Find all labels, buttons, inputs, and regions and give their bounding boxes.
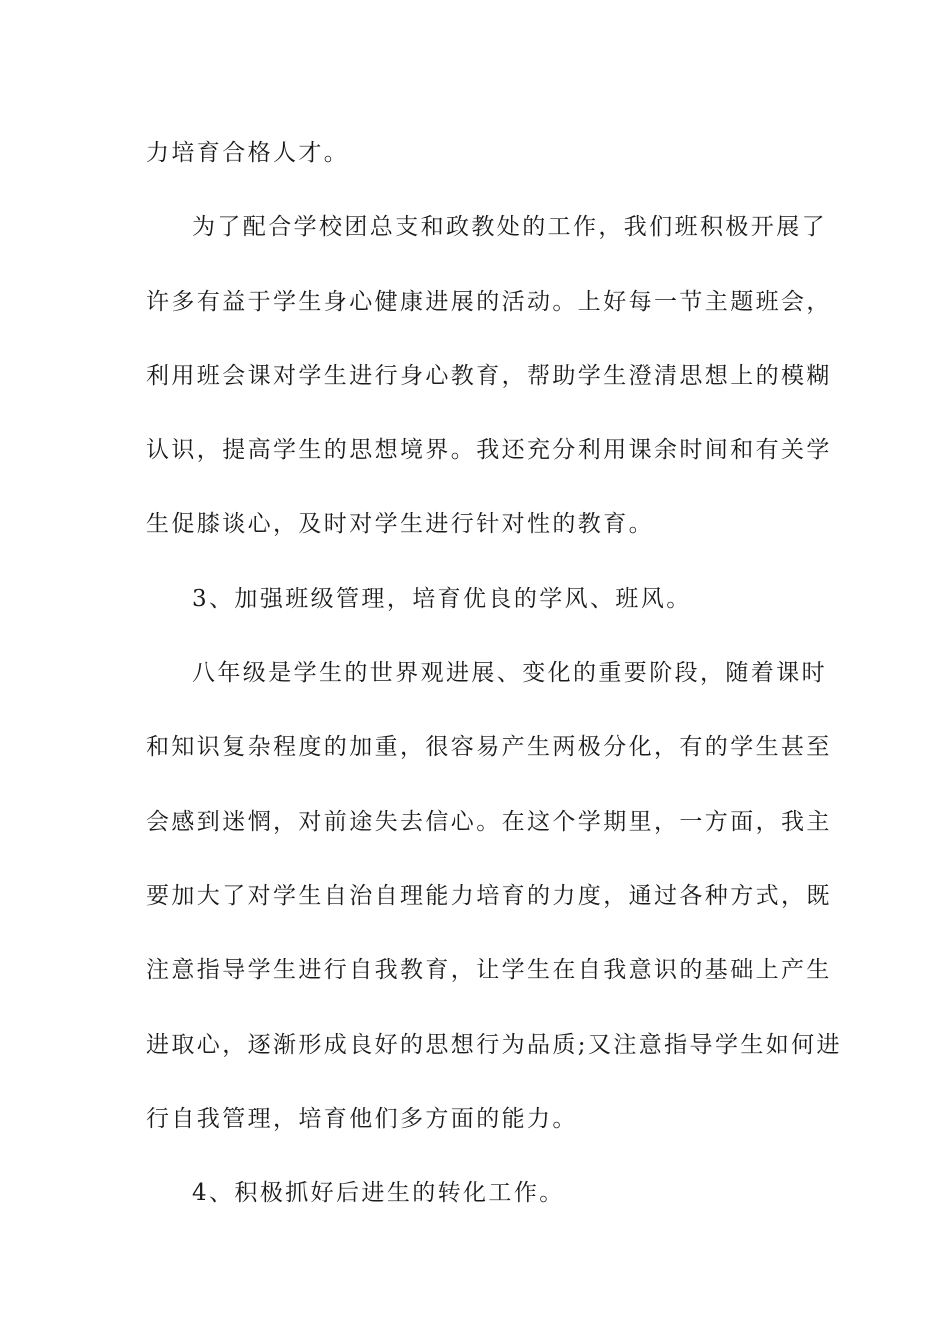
text-line-14: 行自我管理，培育他们多方面的能力。 xyxy=(146,1105,578,1132)
text-line-6: 生促膝谈心，及时对学生进行针对性的教育。 xyxy=(146,511,654,538)
document-page xyxy=(146,128,842,1242)
text-line-2: 为了配合学校团总支和政教处的工作，我们班积极开展了 xyxy=(192,214,827,241)
text-line-3: 许多有益于学生身心健康进展的活动。上好每一节主题班会， xyxy=(146,288,832,315)
section-heading-4: 4、积极抓好后进生的转化工作。 xyxy=(192,1180,565,1207)
text-line-9: 和知识复杂程度的加重，很容易产生两极分化，有的学生甚至 xyxy=(146,734,832,761)
text-line-12: 注意指导学生进行自我教育，让学生在自我意识的基础上产生 xyxy=(146,957,832,984)
text-line-10: 会感到迷惘，对前途失去信心。在这个学期里，一方面，我主 xyxy=(146,808,832,835)
text-line-5: 认识，提高学生的思想境界。我还充分利用课余时间和有关学 xyxy=(146,437,832,464)
text-line-1: 力培育合格人才。 xyxy=(146,140,350,166)
section-heading-3: 3、加强班级管理，培育优良的学风、班风。 xyxy=(192,585,692,612)
text-line-8: 八年级是学生的世界观进展、变化的重要阶段，随着课时 xyxy=(192,660,827,687)
text-line-13: 进取心，逐渐形成良好的思想行为品质;又注意指导学生如何进 xyxy=(146,1031,842,1058)
text-line-4: 利用班会课对学生进行身心教育，帮助学生澄清思想上的模糊 xyxy=(146,362,832,389)
text-line-11: 要加大了对学生自治自理能力培育的力度，通过各种方式，既 xyxy=(146,882,832,909)
